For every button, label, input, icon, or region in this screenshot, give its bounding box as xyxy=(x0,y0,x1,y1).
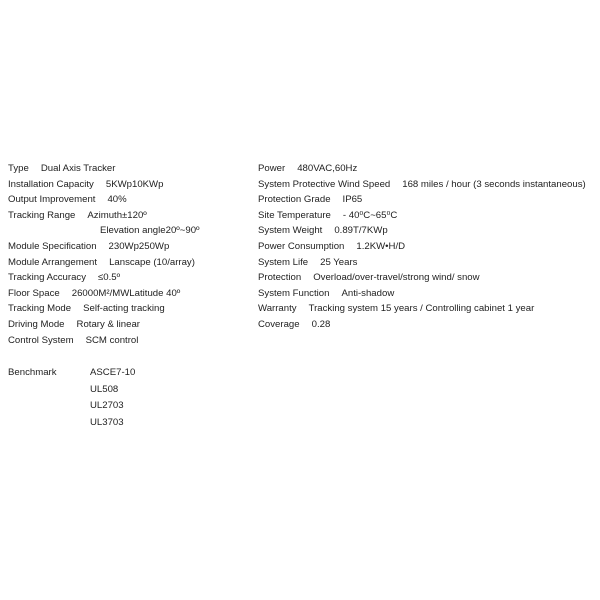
spec-value: 40% xyxy=(107,194,127,206)
spec-label: Warranty xyxy=(258,303,297,315)
spec-label: Site Temperature xyxy=(258,209,331,221)
spec-row-power-consumption xyxy=(258,239,600,255)
spec-label: Control System xyxy=(8,334,74,346)
right-spec-column xyxy=(258,161,600,333)
left-spec-column xyxy=(8,161,248,348)
spec-value: 26000M²/MWLatitude 40º xyxy=(71,287,181,299)
spec-value: 0.89T/7KWp xyxy=(334,225,388,237)
spec-row-type xyxy=(8,161,248,177)
spec-value: 25 Years xyxy=(320,256,358,268)
spec-value: 1.2KW•H/D xyxy=(356,240,406,252)
spec-value: - 40⁰C~65⁰C xyxy=(342,209,398,221)
spec-value: Dual Axis Tracker xyxy=(40,163,116,174)
spec-label: Tracking Mode xyxy=(8,303,72,315)
spec-label: Installation Capacity xyxy=(8,178,94,190)
spec-label: System Weight xyxy=(258,225,323,237)
spec-row-installation-capacity xyxy=(8,177,248,193)
spec-value: Overload/over-travel/strong wind/ snow xyxy=(313,272,480,284)
spec-value: 480VAC,60Hz xyxy=(297,163,358,174)
spec-label: Output Improvement xyxy=(8,194,96,206)
spec-value: 168 miles / hour (3 seconds instantaneous) xyxy=(402,178,586,190)
spec-row-warranty xyxy=(258,301,600,317)
spec-row-control-system xyxy=(8,333,248,349)
spec-label: Protection Grade xyxy=(258,194,331,206)
spec-value: Lanscape (10/array) xyxy=(109,256,195,268)
spec-value: Rotary & linear xyxy=(76,318,140,330)
spec-row-tracking-mode xyxy=(8,301,248,317)
benchmark-item: UL2703 xyxy=(90,400,124,411)
benchmark-item: UL3703 xyxy=(90,416,124,428)
spec-row-module-arrangement xyxy=(8,255,248,271)
benchmark-item: UL508 xyxy=(90,383,119,395)
spec-row-tracking-accuracy xyxy=(8,270,248,286)
spec-row-tracking-range-elevation xyxy=(8,223,248,239)
spec-label: Tracking Accuracy xyxy=(8,272,87,284)
spec-value: Self-acting tracking xyxy=(83,303,165,315)
spec-label: Floor Space xyxy=(8,287,60,299)
spec-label: Coverage xyxy=(258,318,300,330)
spec-row-power xyxy=(258,161,600,177)
spec-row-system-function xyxy=(258,286,600,302)
spec-row-site-temperature xyxy=(258,208,600,224)
spec-label: Module Arrangement xyxy=(8,256,98,268)
spec-value: 0.28 xyxy=(311,318,331,330)
spec-value: ≤0.5º xyxy=(98,272,121,284)
spec-label: System Function xyxy=(258,287,330,299)
spec-row-system-life xyxy=(258,255,600,271)
spec-value: Anti-shadow xyxy=(341,287,395,299)
spec-row-module-specification xyxy=(8,239,248,255)
benchmark-section xyxy=(8,365,135,431)
spec-label: System Life xyxy=(258,256,309,268)
spec-value: SCM control xyxy=(85,334,139,346)
spec-value: Elevation angle20º~90º xyxy=(100,225,200,237)
benchmark-list xyxy=(90,365,135,431)
spec-row-protection xyxy=(258,270,600,286)
spec-row-coverage xyxy=(258,317,600,333)
spec-row-floor-space xyxy=(8,286,248,302)
spec-value: 5KWp10KWp xyxy=(105,178,164,190)
spec-value: Azimuth±120º xyxy=(87,209,147,221)
spec-value: IP65 xyxy=(342,194,363,206)
spec-row-output-improvement xyxy=(8,192,248,208)
spec-label: Power xyxy=(258,163,286,174)
spec-value: Tracking system 15 years / Controlling cabinet 1 year xyxy=(308,303,535,315)
spec-label: Driving Mode xyxy=(8,318,65,330)
spec-row-wind-speed xyxy=(258,177,600,193)
spec-label: Power Consumption xyxy=(258,240,345,252)
spec-row-system-weight xyxy=(258,223,600,239)
spec-row-driving-mode xyxy=(8,317,248,333)
benchmark-label: Benchmark xyxy=(8,367,57,378)
spec-label: Protection xyxy=(258,272,302,284)
spec-label: Module Specification xyxy=(8,240,97,252)
spec-label: System Protective Wind Speed xyxy=(258,178,391,190)
benchmark-item: ASCE7-10 xyxy=(90,367,136,378)
spec-row-protection-grade xyxy=(258,192,600,208)
spec-label: Type xyxy=(8,163,29,174)
spec-value: 230Wp250Wp xyxy=(108,240,170,252)
spec-row-tracking-range xyxy=(8,208,248,224)
spec-label: Tracking Range xyxy=(8,209,76,221)
